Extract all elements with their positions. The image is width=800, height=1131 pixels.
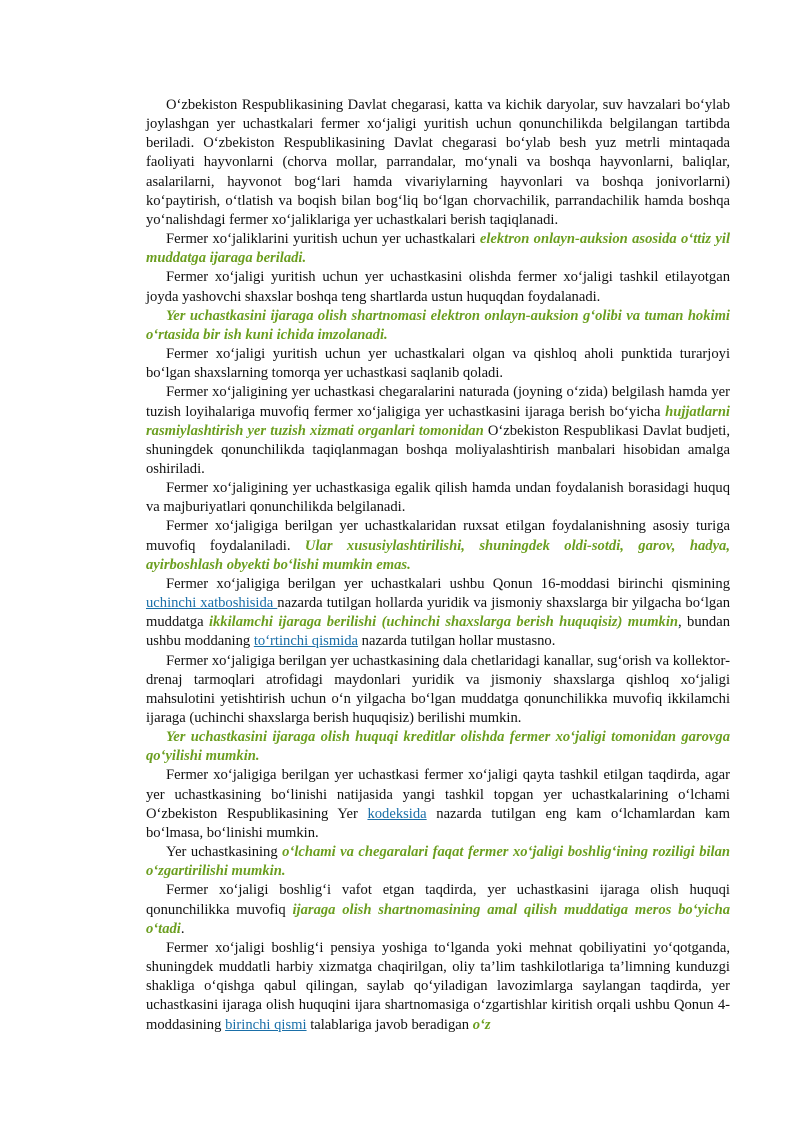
text-segment: Fermer xo‘jaligiga berilgan yer uchastkasining dala chetlaridagi kanallar, sug‘orish va kollektor-drenaj tarmoqlari atrofidagi maydonlari yuridik va jismoniy shaxslarga qishloq xo‘jaligi mahsulotini yetishtirish uchun o‘n yilgacha bo‘lgan muddatga qonunchilikka muvofiq ikkilamchi ijaraga (uchinchi shaxslarga berish huquqisiz) berilishi mumkin. <box>146 652 730 726</box>
text-segment: Fermer xo‘jaligi yuritish uchun yer uchastkalari olgan va qishloq aholi punktida turarjoyi bo‘lgan shaxslarning tomorqa yer uchastkasi saqlanib qoladi. <box>146 346 730 382</box>
paragraph <box>146 939 730 1035</box>
paragraph <box>146 345 730 383</box>
text-segment: O‘zbekiston Respublikasi Davlat budjeti, shuningdek qonunchilikda taqiqlanmagan boshqa moliyalashtirish manbalari hisobidan amalga oshiriladi. <box>146 422 731 477</box>
paragraph <box>146 517 730 574</box>
paragraph <box>146 652 730 729</box>
paragraph <box>146 230 730 268</box>
text-segment: Fermer xo‘jaligiga berilgan yer uchastkalari ushbu Qonun 16-moddasi birinchi qismining <box>166 575 730 592</box>
text-segment: Fermer xo‘jaligiga berilgan yer uchastkalaridan ruxsat etilgan foydalanishning asosiy turiga muvofiq foydalaniladi. <box>146 518 730 554</box>
text-segment: nazarda tutilgan hollar mustasno. <box>358 633 556 650</box>
text-segment: nazarda tutilgan eng kam o‘lchamlardan kam bo‘lmasa, bo‘linishi mumkin. <box>146 805 730 841</box>
document-body <box>146 96 730 1035</box>
paragraph <box>146 479 730 517</box>
highlighted-text: Yer uchastkasini ijaraga olish huquqi kreditlar olishda fermer xo‘jaligi tomonidan garovga qo‘yilishi mumkin. <box>146 729 730 765</box>
link-tortinchi-qismida[interactable]: to‘rtinchi qismida <box>253 633 359 650</box>
highlighted-text: hujjatlarni rasmiylashtirish yer tuzish xizmati organlari tomonidan <box>146 403 730 439</box>
paragraph <box>146 96 730 230</box>
paragraph <box>146 843 730 881</box>
paragraph <box>146 728 730 766</box>
highlighted-text: o‘z <box>472 1016 491 1033</box>
highlighted-text: ijaraga olish shartnomasining amal qilish muddatiga meros bo‘yicha o‘tadi <box>146 901 730 937</box>
paragraph <box>146 383 730 479</box>
text-segment: , bundan ushbu moddaning <box>146 614 731 650</box>
text-segment: Fermer xo‘jaliklarini yuritish uchun yer uchastkalari <box>166 231 480 248</box>
text-segment: Fermer xo‘jaligining yer uchastkasiga egalik qilish hamda undan foydalanish borasidagi huquq va majburiyatlari qonunchilikda belgilanadi. <box>146 480 730 516</box>
text-segment: talablariga javob beradigan <box>306 1016 473 1033</box>
text-segment: O‘zbekiston Respublikasining Davlat chegarasi, katta va kichik daryolar, suv havzalari bo‘ylab joylashgan yer uchastkalari fermer xo‘jaligi yuritish uchun qonunchilikda belgilangan tartibda beriladi. O‘zbekiston Respublikasining Davlat chegarasi bo‘ylab besh yuz metrli mintaqada faoliyati hayvonlarni (chorva mollar, parrandalar, mo‘ynali va boshqa hayvonlarni, baliqlar, asalarilarni, hayvonot bog‘lari hamda vivariylarning hayvonlari va boshqa jonivorlarni) ko‘paytirish, o‘tlatish va boqish bilan bog‘liq bo‘lgan chorvachilik, parrandachilik hamda boshqa yo‘nalishdagi fermer xo‘jaliklariga yer uchastkalari berish taqiqlanadi. <box>146 97 730 228</box>
highlighted-text: Ular xususiylashtirilishi, shuningdek oldi-sotdi, garov, hadya, ayirboshlash obyekti bo‘lishi mumkin emas. <box>146 537 730 573</box>
link-birinchi-qismi[interactable]: birinchi qismi <box>225 1016 307 1033</box>
text-segment: Yer uchastkasining <box>166 844 283 861</box>
highlighted-text: Yer uchastkasini ijaraga olish shartnomasi elektron onlayn-auksion g‘olibi va tuman hokimi o‘rtasida bir ish kuni ichida imzolanadi. <box>146 307 730 343</box>
paragraph <box>146 268 730 306</box>
text-segment: nazarda tutilgan hollarda yuridik va jismoniy shaxslarga bir yilgacha bo‘lgan muddatga <box>146 595 730 631</box>
highlighted-text: ikkilamchi ijaraga berilishi (uchinchi shaxslarga berish huquqisiz) mumkin <box>208 614 679 631</box>
text-segment: Fermer xo‘jaligining yer uchastkasi chegaralarini naturada (joyning o‘zida) belgilash hamda yer tuzish loyihalariga muvofiq fermer xo‘jaligiga yer uchastkasini ijaraga berish bo‘yicha <box>146 384 730 420</box>
paragraph <box>146 575 730 652</box>
paragraph <box>146 307 730 345</box>
text-segment: Fermer xo‘jaligi yuritish uchun yer uchastkasini olishda fermer xo‘jaligi tashkil etilayotgan joyda yashovchi shaxslar boshqa teng shartlarda ustun huquqdan foydalanadi. <box>146 269 730 305</box>
highlighted-text: o‘lchami va chegaralari faqat fermer xo‘jaligi boshlig‘ining roziligi bilan o‘zgartirilishi mumkin. <box>146 844 731 880</box>
paragraph <box>146 881 730 938</box>
text-segment: . <box>180 920 185 937</box>
link-kodeksida[interactable]: kodeksida <box>367 805 427 822</box>
text-segment: Fermer xo‘jaligi boshlig‘i vafot etgan taqdirda, yer uchastkasini ijaraga olish huquqi qonunchilikka muvofiq <box>146 882 730 918</box>
paragraph <box>146 766 730 843</box>
link-uchinchi-xatboshisida[interactable]: uchinchi xatboshisida <box>146 595 278 612</box>
highlighted-text: elektron onlayn-auksion asosida o‘ttiz yil muddatga ijaraga beriladi. <box>146 231 730 267</box>
text-segment: Fermer xo‘jaligi boshlig‘i pensiya yoshiga to‘lganda yoki mehnat qobiliyatini yo‘qotganda, shuningdek muddatli harbiy xizmatga chaqirilgan, oliy ta’lim tashkilotlariga ta’limning kunduzgi shakliga o‘qishga qabul qilingan, saylab qo‘yiladigan lavozimlarga saylangan taqdirda, yer uchastkasini ijaraga olish huquqini ijara shartnomasiga o‘zgartishlar kiritish orqali ushbu Qonun 4-moddasining <box>146 939 730 1033</box>
text-segment: Fermer xo‘jaligiga berilgan yer uchastkasi fermer xo‘jaligi qayta tashkil etilgan taqdirda, agar yer uchastkasining bo‘linishi natijasida yangi tashkil topgan yer uchastkalarining o‘lchami O‘zbekiston Respublikasining Yer <box>146 767 730 822</box>
